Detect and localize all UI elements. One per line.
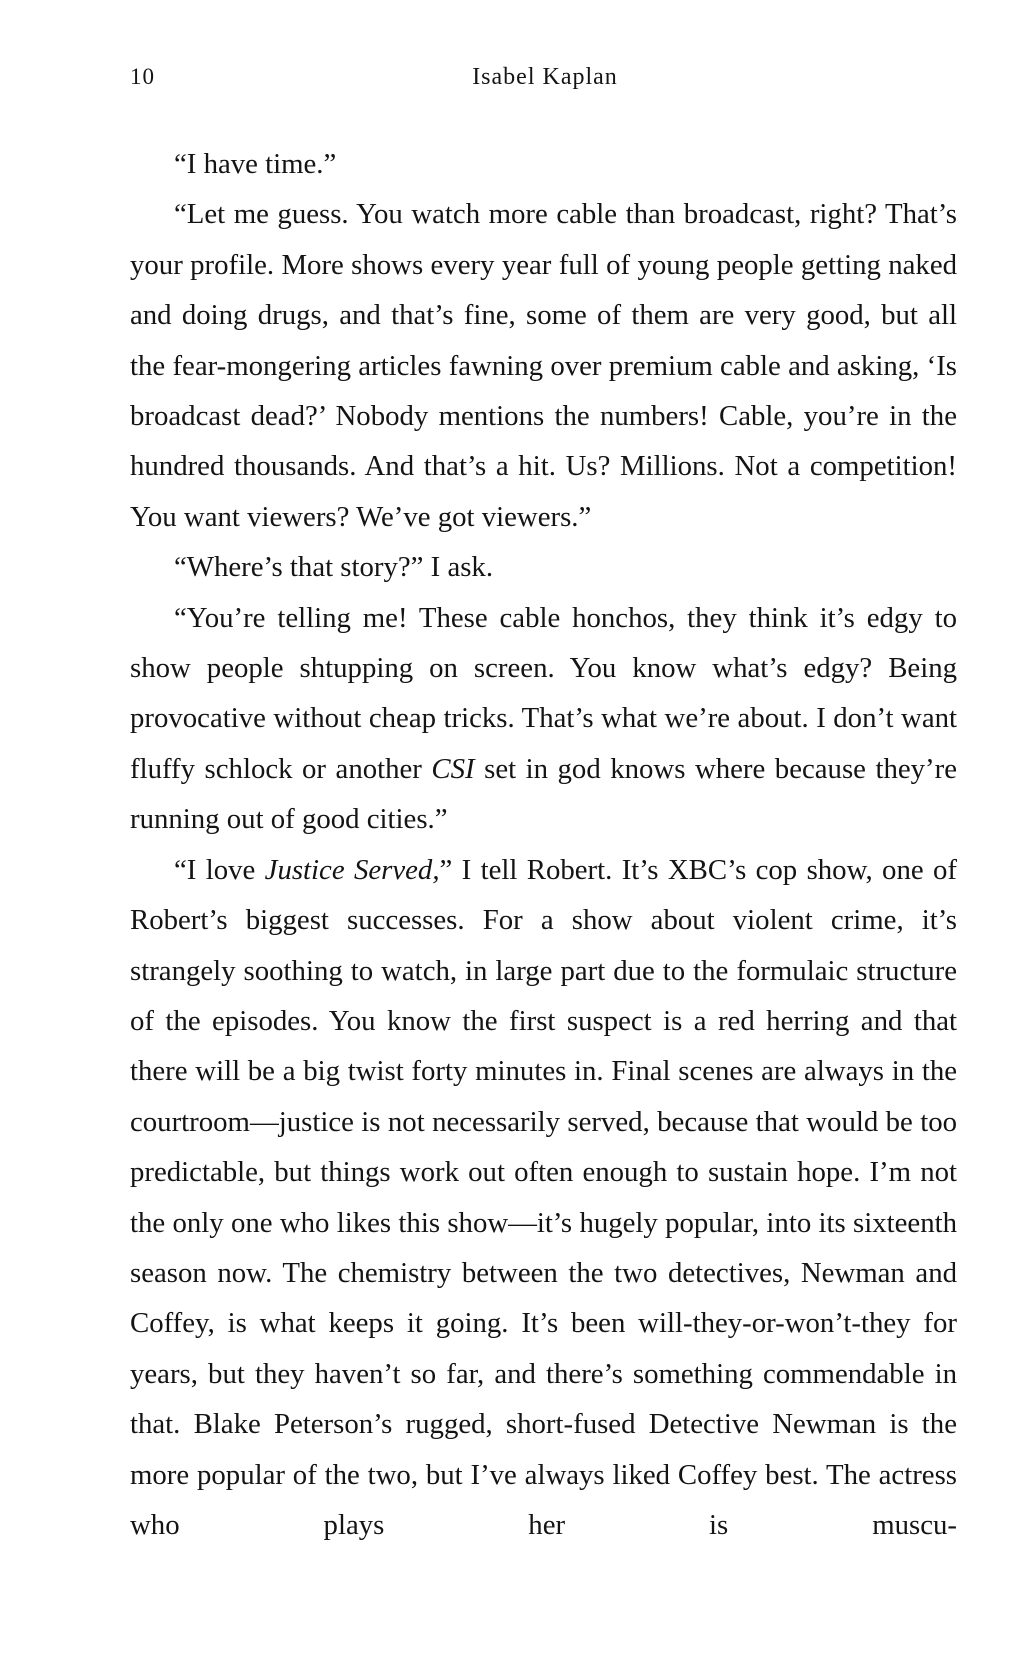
paragraph bbox=[130, 845, 957, 1551]
paragraph-text-end: ” I tell Robert. It’s XBC’s cop show, one of Robert’s biggest successes. For a show about violent crime, it’s strangely soothing to watch, in large part due to the formulaic structure of the episodes. You know the first suspect is a red herring and that there will be a big twist forty minutes in. Final scenes are always in the courtroom—justice is not necessarily served, because that would be too predictable, but things work out often enough to sustain hope. I’m not the only one who likes this show—it’s hugely popular, into its sixteenth season now. The chemistry between the two detectives, Newman and Coffey, is what keeps it going. It’s been will-they-or-won’t-they for years, but they haven’t so far, and there’s something commendable in that. Blake Peterson’s rugged, short-fused Detective Newman is the more popular of the two, but I’ve always liked Coffey best. The actress who plays her is muscu- bbox=[130, 853, 957, 1541]
paragraph-text-start: “I love bbox=[174, 853, 265, 886]
paragraph-text: “Where’s that story?” I ask. bbox=[174, 551, 494, 584]
paragraph-text: “Let me guess. You watch more cable than broadcast, right? That’s your profile. More shows every year full of young people getting naked and doing drugs, and that’s fine, some of them are very good, but all the fear-mongering articles fawning over premium cable and asking, ‘Is broadcast dead?’ Nobody mentions the numbers! Cable, you’re in the hundred thousands. And that’s a hit. Us? Millions. Not a competition! You want viewers? We’ve got viewers.” bbox=[130, 198, 957, 533]
paragraph-text: “I have time.” bbox=[174, 148, 337, 180]
paragraph-text-end: set in god knows where because they’re running out of good cities.” bbox=[130, 752, 957, 836]
italic-show-title: CSI bbox=[431, 752, 475, 785]
body-text bbox=[130, 139, 957, 1550]
paragraph bbox=[130, 542, 957, 592]
paragraph bbox=[130, 189, 957, 542]
page-header bbox=[130, 64, 960, 104]
italic-show-title: Justice Served, bbox=[264, 853, 440, 886]
paragraph bbox=[130, 593, 957, 845]
paragraph bbox=[130, 139, 957, 189]
page-number: 10 bbox=[130, 64, 155, 89]
running-head-author: Isabel Kaplan bbox=[472, 64, 618, 90]
paragraph-text-start: “You’re telling me! These cable honchos, they think it’s edgy to show people shtupping on screen. You know what’s edgy? Being provocative without cheap tricks. That’s what we’re about. I don’t want fluffy schlock or another bbox=[130, 601, 957, 785]
